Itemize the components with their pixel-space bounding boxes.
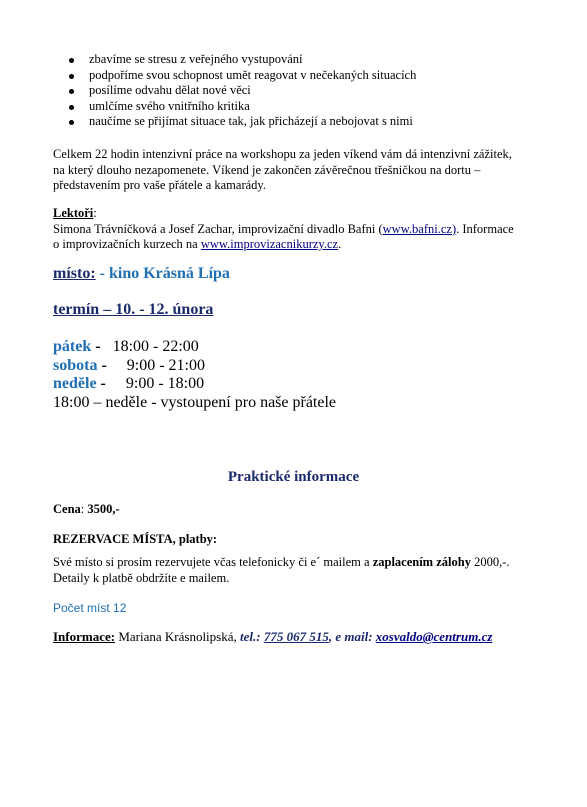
lektori-section [53,206,543,253]
cena-colon: : [80,502,88,516]
schedule-row [53,338,336,357]
list-item: posílíme odvahu dělat nové věci [53,83,553,99]
contact-name: Mariana Krásnolipská, [115,629,241,644]
lektori-text-end: . Informace [456,221,514,236]
lektori-label: Lektoři [53,206,94,220]
lektori-text: Simona Trávníčková a Josef Zachar, improvizační divadlo Bafni ( [53,221,383,236]
bafni-link[interactable]: www.bafni.cz) [382,221,457,236]
rezervace-line: Detaily k platbě obdržíte e mailem. [53,570,230,585]
schedule-day: sobota [53,356,98,374]
tel-number: 775 067 515 [263,629,329,644]
schedule-day: neděle [53,375,97,392]
cena-value: 3500,- [87,502,120,516]
schedule-day: pátek [53,338,92,355]
termin-heading: termín – 10. - 12. února [53,301,214,318]
benefits-list [53,52,553,130]
email-link[interactable]: xosvaldo@centrum.cz [375,629,493,644]
intro-line: na který dlouho nezapomenete. Víkend je zakončen závěrečnou třešničkou na dortu – [53,162,481,177]
misto-label: místo: [53,265,96,282]
lektori-text: o improvizačních kurzech na [53,237,201,251]
schedule-sep: - [97,356,127,374]
lektori-text-end: . [338,237,342,251]
pocet-mist: Počet míst 12 [53,601,127,615]
zaloha-text: zaplacením zálohy [372,555,471,569]
intro-line: Celkem 22 hodin intenzivní práce na workshopu za jeden víkend vám dá intenzivní zážitek, [53,147,512,161]
rezervace-heading [53,532,543,548]
schedule-sep: - [96,375,126,392]
list-item: podpoříme svou schopnost umět reagovat v nečekaných situacích [53,68,553,84]
tel-label: tel.: [240,629,264,644]
list-item: naučíme se přijímat situace tak, jak přicházejí a nebojovat s nimi [53,114,553,130]
list-item: zbavíme se stresu z veřejného vystupování [53,52,553,68]
list-item: umlčíme svého vnitřního kritika [53,99,553,115]
performance-line: 18:00 – neděle - vystoupení pro naše přátele [53,393,337,411]
section-title: Praktické informace [227,469,360,485]
misto-value: - kino Krásná Lípa [95,265,230,282]
misto-heading [53,265,230,283]
informace-line [53,629,543,645]
cena-line [53,502,543,518]
email-label: , e mail: [328,629,376,644]
rezervace-title: REZERVACE MÍSTA, platby: [53,532,218,546]
rezervace-text [53,555,543,586]
schedule-sep: - [91,338,113,355]
intro-line: představením pro vaše přátele a kamarády. [53,178,266,192]
cena-label: Cena [53,502,81,516]
rezervace-line: Své místo si prosím rezervujete včas telefonicky či e´ mailem a [53,555,373,569]
improvizacnikurzy-link[interactable]: www.improvizacnikurzy.cz [200,237,339,251]
schedule-row [53,375,336,394]
lektori-colon: : [93,206,97,220]
schedule-time: 18:00 - 22:00 [112,338,199,355]
informace-label: Informace: [53,629,116,644]
rezervace-amount: 2000,-. [470,555,510,569]
schedule [53,338,336,412]
schedule-row [53,357,336,376]
schedule-time: 9:00 - 21:00 [126,356,205,374]
schedule-time: 9:00 - 18:00 [125,375,205,392]
intro-paragraph [53,147,543,194]
